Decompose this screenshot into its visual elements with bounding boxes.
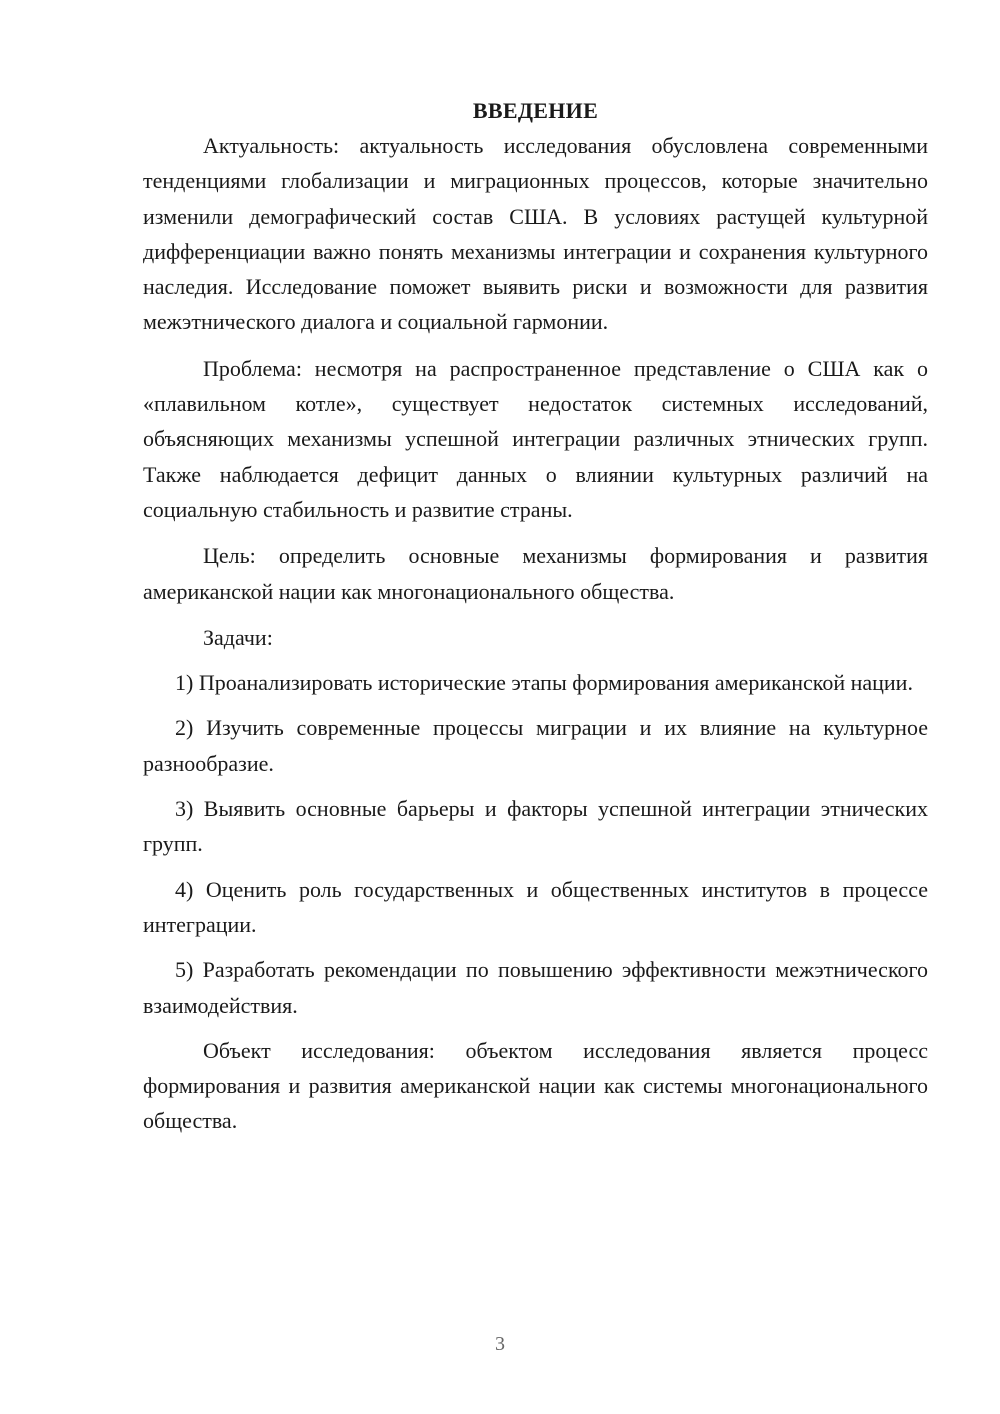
- section-heading: ВВЕДЕНИЕ: [472, 98, 599, 123]
- document-page: [143, 93, 928, 1150]
- paragraph-relevance: Актуальность: актуальность исследования обусловлена современными тенденциями глобализации и миграционных процессов, которые значительно изменили демографический состав США. В условиях растущей культурной дифференциации важно понять механизмы интеграции и сохранения культурного наследия. Исследование поможет выявить риски и возможности для развития межэтнического диалога и социальной гармонии.: [143, 133, 928, 335]
- tasks-label: Задачи:: [203, 624, 273, 650]
- paragraph-problem: Проблема: несмотря на распространенное представление о США как о «плавильном котле», существует недостаток системных исследований, объясняющих механизмы успешной интеграции различных этнических групп. Также наблюдается дефицит данных о влиянии культурных различий на социальную стабильность и развитие страны.: [143, 355, 928, 522]
- paragraph-goal: Цель: определить основные механизмы формирования и развития американской нации как многонационального общества.: [143, 543, 928, 604]
- task-item-2: 2) Изучить современные процессы миграции и их влияние на культурное разнообразие.: [143, 715, 928, 776]
- tasks-list: [143, 665, 928, 1023]
- task-item-5: 5) Разработать рекомендации по повышению эффективности межэтнического взаимодействия.: [143, 957, 928, 1018]
- task-item-1: 1) Проанализировать исторические этапы формирования американской нации.: [175, 670, 913, 696]
- page-number: 3: [495, 1333, 505, 1355]
- paragraph-object: Объект исследования: объектом исследования является процесс формирования и развития американской нации как системы многонационального общества.: [143, 1037, 928, 1134]
- task-item-3: 3) Выявить основные барьеры и факторы успешной интеграции этнических групп.: [143, 796, 928, 857]
- task-item-4: 4) Оценить роль государственных и общественных институтов в процессе интеграции.: [143, 876, 928, 937]
